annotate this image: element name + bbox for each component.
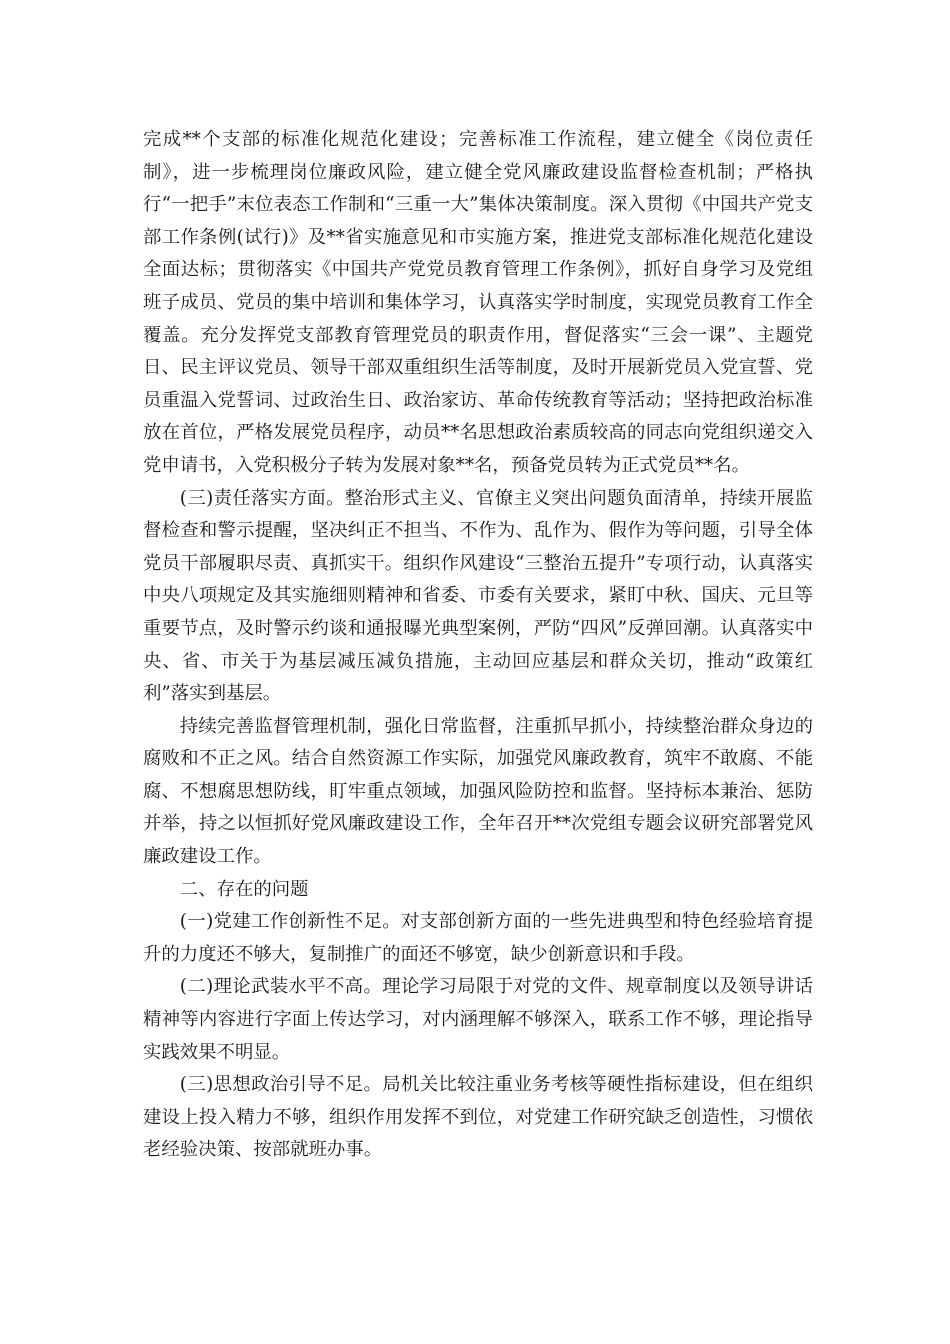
paragraph-supervision-mechanism: 持续完善监督管理机制，强化日常监督，注重抓早抓小，持续整治群众身边的腐败和不正之风。结合自然资源工作实际，加强党风廉政教育，筑牢不敢腐、不能腐、不想腐思想防线，盯牢重点领域，加强风险防控和监督。坚持标本兼治、惩防并举，持之以恒抓好党风廉政建设工作，全年召开**次党组专题会议研究部署党风廉政建设工作。 xyxy=(143,715,813,868)
paragraph-responsibility-implementation: (三)责任落实方面。整治形式主义、官僚主义突出问题负面清单，持续开展监督检查和警示提醒，坚决纠正不担当、不作为、乱作为、假作为等问题，引导全体党员干部履职尽责、真抓实干。组织作风建设“三整治五提升”专项行动，认真落实中央八项规定及其实施细则精神和省委、市委有关要求，紧盯中秋、国庆、元旦等重要节点，及时警示约谈和通报曝光典型案例，严防“四风”反弹回潮。认真落实中央、省、市关于为基层减压减负措施，主动回应基层和群众关切，推动“政策红利”落实到基层。 xyxy=(143,487,813,705)
paragraph-problem-theory: (二)理论武装水平不高。理论学习局限于对党的文件、规章制度以及领导讲话精神等内容进行字面上传达学习，对内涵理解不够深入，联系工作不够，理论指导实践效果不明显。 xyxy=(143,976,813,1063)
paragraph-party-building-standardization: 完成**个支部的标准化规范化建设；完善标准工作流程，建立健全《岗位责任制》，进一步梳理岗位廉政风险，建立健全党风廉政建设监督检查机制；严格执行“一把手”末位表态工作制和“三重一大”集体决策制度。深入贯彻《中国共产党支部工作条例(试行)》及**省实施意见和市实施方案，推进党支部标准化规范化建设全面达标；贯彻落实《中国共产党党员教育管理工作条例》，抓好自身学习及党组班子成员、党员的集中培训和集体学习，认真落实学时制度，实现党员教育工作全覆盖。充分发挥党支部教育管理党员的职责作用，督促落实“三会一课”、主题党日、民主评议党员、领导干部双重组织生活等制度，及时开展新党员入党宣誓、党员重温入党誓词、过政治生日、政治家访、革命传统教育等活动；坚持把政治标准放在首位，严格发展党员程序，动员**名思想政治素质较高的同志向党组织递交入党申请书，入党积极分子转为发展对象**名，预备党员转为正式党员**名。 xyxy=(143,129,813,476)
paragraph-problem-political-guidance: (三)思想政治引导不足。局机关比较注重业务考核等硬性指标建设，但在组织建设上投入精力不够，组织作用发挥不到位，对党建工作研究缺乏创造性，习惯依老经验决策、按部就班办事。 xyxy=(143,1074,813,1161)
document-body xyxy=(143,124,813,1167)
paragraph-problem-innovation: (一)党建工作创新性不足。对支部创新方面的一些先进典型和特色经验培育提升的力度还不够大，复制推广的面还不够宽，缺少创新意识和手段。 xyxy=(143,911,813,965)
section-heading-existing-problems: 二、存在的问题 xyxy=(179,878,309,900)
